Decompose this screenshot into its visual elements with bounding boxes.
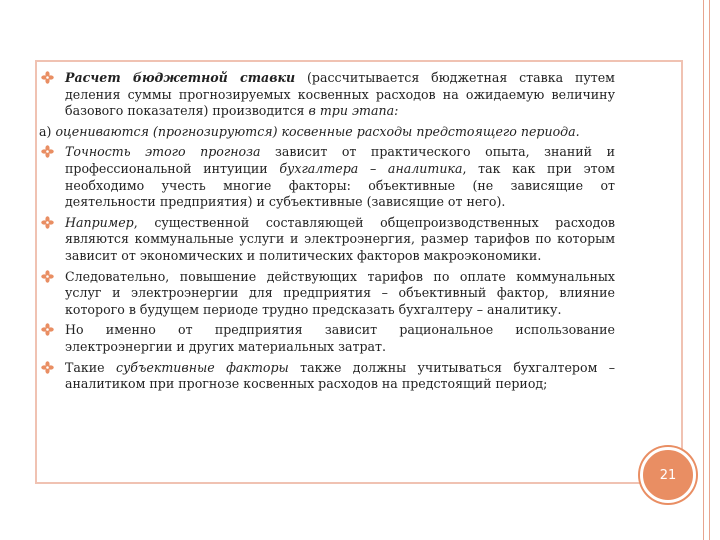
slide-body-text — [41, 70, 615, 397]
text-run: оцениваются (прогнозируются) косвенные расходы предстоящего периода. — [55, 123, 580, 139]
paragraph-text — [65, 269, 615, 319]
right-border-line-inner — [703, 0, 704, 540]
paragraph-text — [65, 322, 615, 355]
text-run: также должны учитываться бухгалтером – аналитиком при прогнозе косвенных расходов на предстоящий период; — [65, 359, 615, 392]
flower-bullet-icon — [41, 145, 54, 158]
bullet-paragraph — [41, 144, 615, 210]
bullet-paragraph — [41, 322, 615, 355]
text-run: бухгалтера – аналитика — [279, 160, 463, 176]
paragraph-text — [65, 215, 615, 265]
bullet-paragraph — [41, 70, 615, 120]
bullet-paragraph — [41, 269, 615, 319]
page-number: 21 — [659, 467, 677, 483]
paragraph-text — [39, 124, 615, 141]
flower-bullet-icon — [41, 71, 54, 84]
paragraph-text — [65, 360, 615, 393]
paragraph-text — [65, 144, 615, 210]
text-run: (рассчитывается бюджетная ставка путем деления суммы прогнозируемых косвенных расходов на ожидаемую величину базового показателя) производится — [65, 70, 615, 119]
bullet-paragraph — [41, 215, 615, 265]
text-run: Но именно от предприятия зависит рациональное использование электроэнергии и других материальных затрат. — [65, 322, 615, 354]
flower-bullet-icon — [41, 323, 54, 336]
text-run: Например — [65, 214, 134, 230]
page-number-badge — [640, 447, 696, 503]
text-run: в три этапа: — [308, 103, 399, 119]
flower-bullet-icon — [41, 216, 54, 229]
text-run: зависит от практического опыта, знаний и профессиональной интуиции — [65, 144, 615, 176]
text-run: а) — [39, 123, 56, 139]
flower-bullet-icon — [41, 270, 54, 283]
right-border-line-outer — [709, 0, 710, 540]
bullet-paragraph — [41, 360, 615, 393]
text-run: Такие — [65, 359, 116, 375]
paragraph-text — [65, 70, 615, 120]
text-run: , существенной составляющей общепроизводственных расходов являются коммунальные услуги и электроэнергия, размер тарифов по которым зависит от экономических и политических факторов макроэкономики. — [65, 214, 615, 263]
text-run: , так как при этом необходимо учесть многие факторы: объективные (не зависящие от деятельности предприятия) и субъективные (зависящие от него). — [65, 160, 615, 210]
text-run: Расчет бюджетной ставки — [65, 70, 296, 85]
plain-paragraph — [39, 124, 615, 141]
flower-bullet-icon — [41, 361, 54, 374]
text-run: субъективные факторы — [115, 359, 289, 375]
text-run: Точность этого прогноза — [65, 144, 261, 160]
text-run: Следовательно, повышение действующих тарифов по оплате коммунальных услуг и электроэнергии для предприятия – объективный фактор, влияние которого в будущем периоде трудно предсказать бухгалтеру – аналитику. — [65, 268, 615, 317]
